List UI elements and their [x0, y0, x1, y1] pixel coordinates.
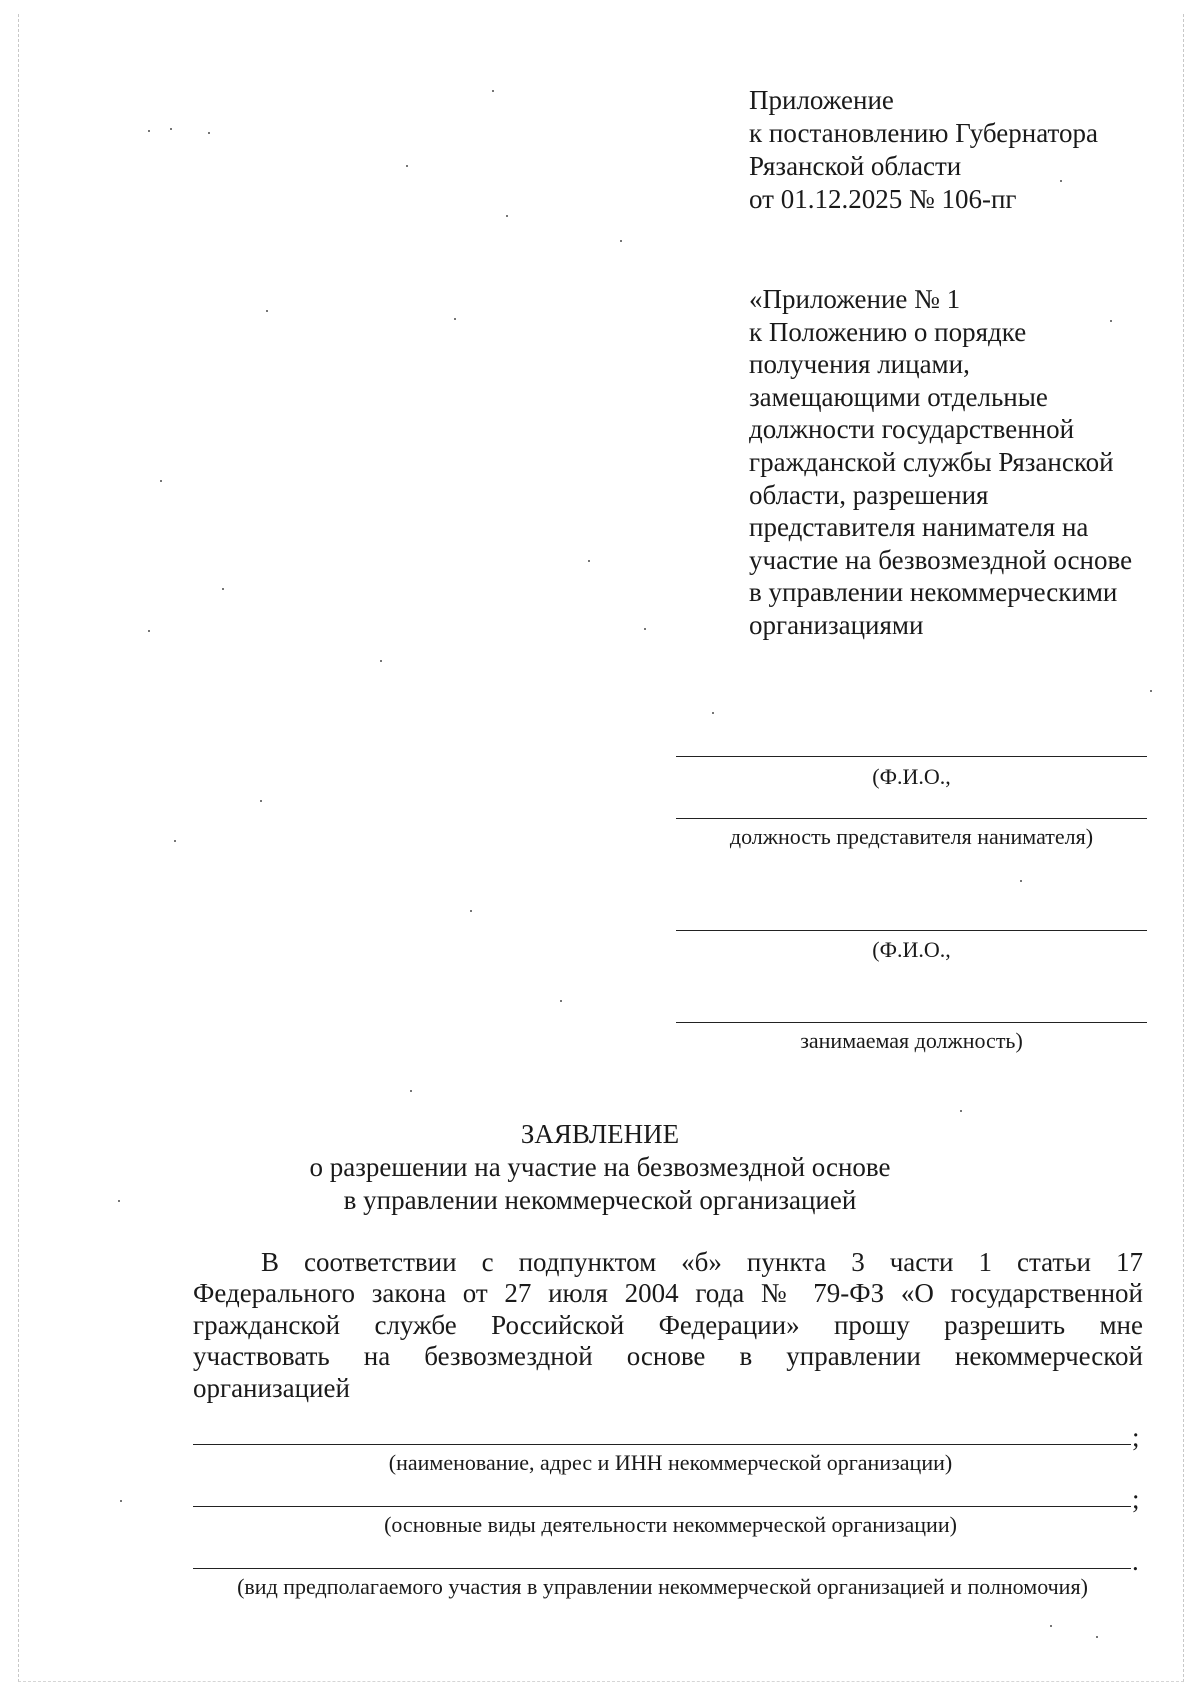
- scan-speck: [712, 712, 714, 714]
- addressee-caption-2: должность представителя нанимателя): [729, 824, 1094, 849]
- scan-speck: [470, 910, 472, 912]
- appendix-header: [749, 84, 1098, 216]
- scan-speck: [380, 660, 382, 662]
- field-caption-3: (вид предполагаемого участия в управлении некоммерческой организацией и полномочия): [237, 1574, 1088, 1599]
- scan-speck: [160, 480, 162, 482]
- statement-subtitle-2: в управлении некоммерческой организацией: [343, 1185, 857, 1215]
- scan-speck: [620, 240, 622, 242]
- body-line-2: Федерального закона от 27 июля 2004 года № 79-ФЗ «О государственной: [193, 1278, 1143, 1309]
- appendix-line-2: к постановлению Губернатора: [749, 118, 1098, 148]
- annex-reference: [749, 283, 1132, 642]
- annex-line-7: области, разрешения: [749, 479, 989, 510]
- scan-speck: [560, 1000, 562, 1002]
- annex-line-6: гражданской службы Рязанской: [749, 446, 1114, 477]
- scan-speck: [406, 165, 408, 167]
- field-rule-2: [193, 1506, 1131, 1507]
- scan-speck: [410, 1090, 412, 1092]
- appendix-line-1: Приложение: [749, 85, 894, 115]
- addressee-caption-3: (Ф.И.О.,: [872, 937, 951, 962]
- field-rule-3: [193, 1568, 1131, 1569]
- scan-speck: [174, 840, 176, 842]
- scan-speck: [506, 215, 508, 217]
- field-end-1: ;: [1132, 1422, 1140, 1452]
- scan-speck: [1050, 1625, 1052, 1627]
- scan-speck: [960, 1110, 962, 1112]
- body-line-1: В соответствии с подпунктом «б» пункта 3 части 1 статьи 17: [261, 1247, 1143, 1277]
- statement-body: [193, 1247, 1143, 1404]
- scan-speck: [266, 310, 268, 312]
- scan-speck: [644, 628, 646, 630]
- scan-speck: [492, 90, 494, 92]
- statement-subtitle-1: о разрешении на участие на безвозмездной основе: [309, 1152, 891, 1182]
- statement-heading: ЗАЯВЛЕНИЕ: [520, 1119, 680, 1149]
- appendix-line-3: Рязанской области: [749, 151, 962, 181]
- addressee-rule-2: [676, 818, 1147, 819]
- annex-line-10: в управлении некоммерческими: [749, 577, 1118, 608]
- body-line-4: участвовать на безвозмездной основе в управлении некоммерческой: [193, 1341, 1143, 1372]
- addressee-caption-1: (Ф.И.О.,: [872, 764, 951, 789]
- scan-speck: [588, 560, 590, 562]
- statement-title: [0, 1118, 1200, 1217]
- addressee-rule-3: [676, 930, 1147, 931]
- scan-speck: [118, 1200, 120, 1202]
- annex-line-5: должности государственной: [749, 414, 1075, 445]
- scan-speck: [208, 132, 210, 134]
- field-end-3: .: [1132, 1546, 1139, 1576]
- scan-speck: [120, 1500, 122, 1502]
- scan-speck: [1096, 1636, 1098, 1638]
- appendix-line-4: от 01.12.2025 № 106-пг: [749, 184, 1017, 214]
- field-rule-1: [193, 1444, 1131, 1445]
- addressee-rule-1: [676, 756, 1147, 757]
- addressee-rule-4: [676, 1022, 1147, 1023]
- field-caption-1: (наименование, адрес и ИНН некоммерческой организации): [388, 1450, 953, 1475]
- scan-speck: [1020, 880, 1022, 882]
- annex-line-11: организациями: [749, 609, 924, 640]
- scan-speck: [170, 128, 172, 130]
- scan-speck: [148, 630, 150, 632]
- scan-speck: [260, 800, 262, 802]
- addressee-caption-4: занимаемая должность): [800, 1028, 1023, 1053]
- annex-line-8: представителя нанимателя на: [749, 512, 1089, 543]
- annex-line-1: «Приложение № 1: [749, 284, 961, 314]
- annex-line-2: к Положению о порядке: [749, 316, 1027, 347]
- body-line-3: гражданской службе Российской Федерации» прошу разрешить мне: [193, 1309, 1143, 1340]
- scan-speck: [1110, 320, 1112, 322]
- annex-line-3: получения лицами,: [749, 349, 970, 380]
- body-line-5: организацией: [193, 1372, 350, 1403]
- scan-speck: [1150, 690, 1152, 692]
- field-caption-2: (основные виды деятельности некоммерческой организации): [384, 1512, 957, 1537]
- field-end-2: ;: [1132, 1484, 1140, 1514]
- scan-speck: [1060, 180, 1062, 182]
- scan-speck: [454, 318, 456, 320]
- scan-speck: [222, 588, 224, 590]
- annex-line-4: замещающими отдельные: [749, 381, 1048, 412]
- annex-line-9: участие на безвозмездной основе: [749, 544, 1133, 575]
- scan-speck: [148, 130, 150, 132]
